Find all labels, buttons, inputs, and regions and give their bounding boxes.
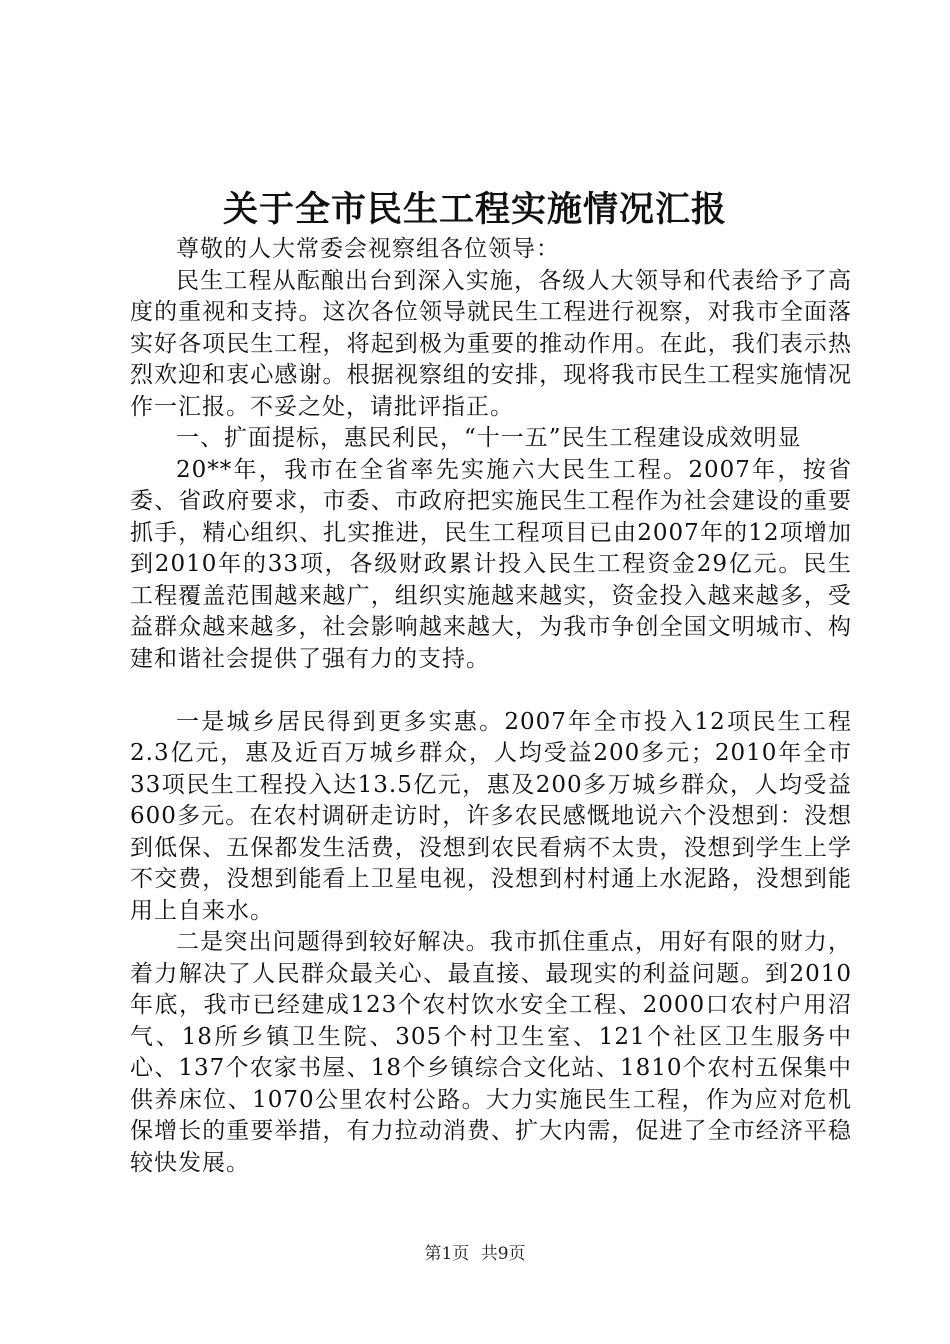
paragraph-overview: 20**年，我市在全省率先实施六大民生工程。2007年，按省委、省政府要求，市委、市政府把实施民生工程作为社会建设的重要抓手，精心组织、扎实推进，民生工程项目已由2007年的12项增加到2010年的33项，各级财政累计投入民生工程资金29亿元。民生工程覆盖范围越来越广，组织实施越来越实，资金投入越来越多，受益群众越来越多，社会影响越来越大，为我市争创全国文明城市、构建和谐社会提供了强有力的支持。 (130, 456, 852, 672)
page-total: 共9页 (480, 1244, 526, 1264)
page-number: 第1页 (424, 1244, 470, 1264)
blank-line (130, 675, 852, 707)
page-footer (0, 1242, 950, 1266)
section-heading: 一、扩面提标，惠民利民，“十一五”民生工程建设成效明显 (176, 425, 802, 451)
paragraph-intro: 民生工程从酝酿出台到深入实施，各级人大领导和代表给予了高度的重视和支持。这次各位领导就民生工程进行视察，对我市全面落实好各项民生工程，将起到极为重要的推动作用。在此，我们表示热烈欢迎和衷心感谢。根据视察组的安排，现将我市民生工程实施情况作一汇报。不妥之处，请批评指正。 (130, 267, 852, 420)
paragraph-point-one: 一是城乡居民得到更多实惠。2007年全市投入12项民生工程2.3亿元，惠及近百万城乡群众，人均受益200多元；2010年全市33项民生工程投入达13.5亿元，惠及200多万城乡群众，人均受益600多元。在农村调研走访时，许多农民感慨地说六个没想到：没想到低保、五保都发生活费，没想到农民看病不太贵，没想到学生上学不交费，没想到能看上卫星电视，没想到村村通上水泥路，没想到能用上自来水。 (130, 708, 852, 924)
document-title: 关于全市民生工程实施情况汇报 (222, 189, 727, 230)
paragraph-point-two: 二是突出问题得到较好解决。我市抓住重点，用好有限的财力，着力解决了人民群众最关心、最直接、最现实的利益问题。到2010年底，我市已经建成123个农村饮水安全工程、2000口农村户用沼气、18所乡镇卫生院、305个村卫生室、121个社区卫生服务中心、137个农家书屋、18个乡镇综合文化站、1810个农村五保集中供养床位、1070公里农村公路。大力实施民生工程，作为应对危机保增长的重要举措，有力拉动消费、扩大内需，促进了全市经济平稳较快发展。 (130, 929, 852, 1176)
salutation: 尊敬的人大常委会视察组各位领导： (176, 236, 560, 262)
document-body (130, 234, 852, 1179)
